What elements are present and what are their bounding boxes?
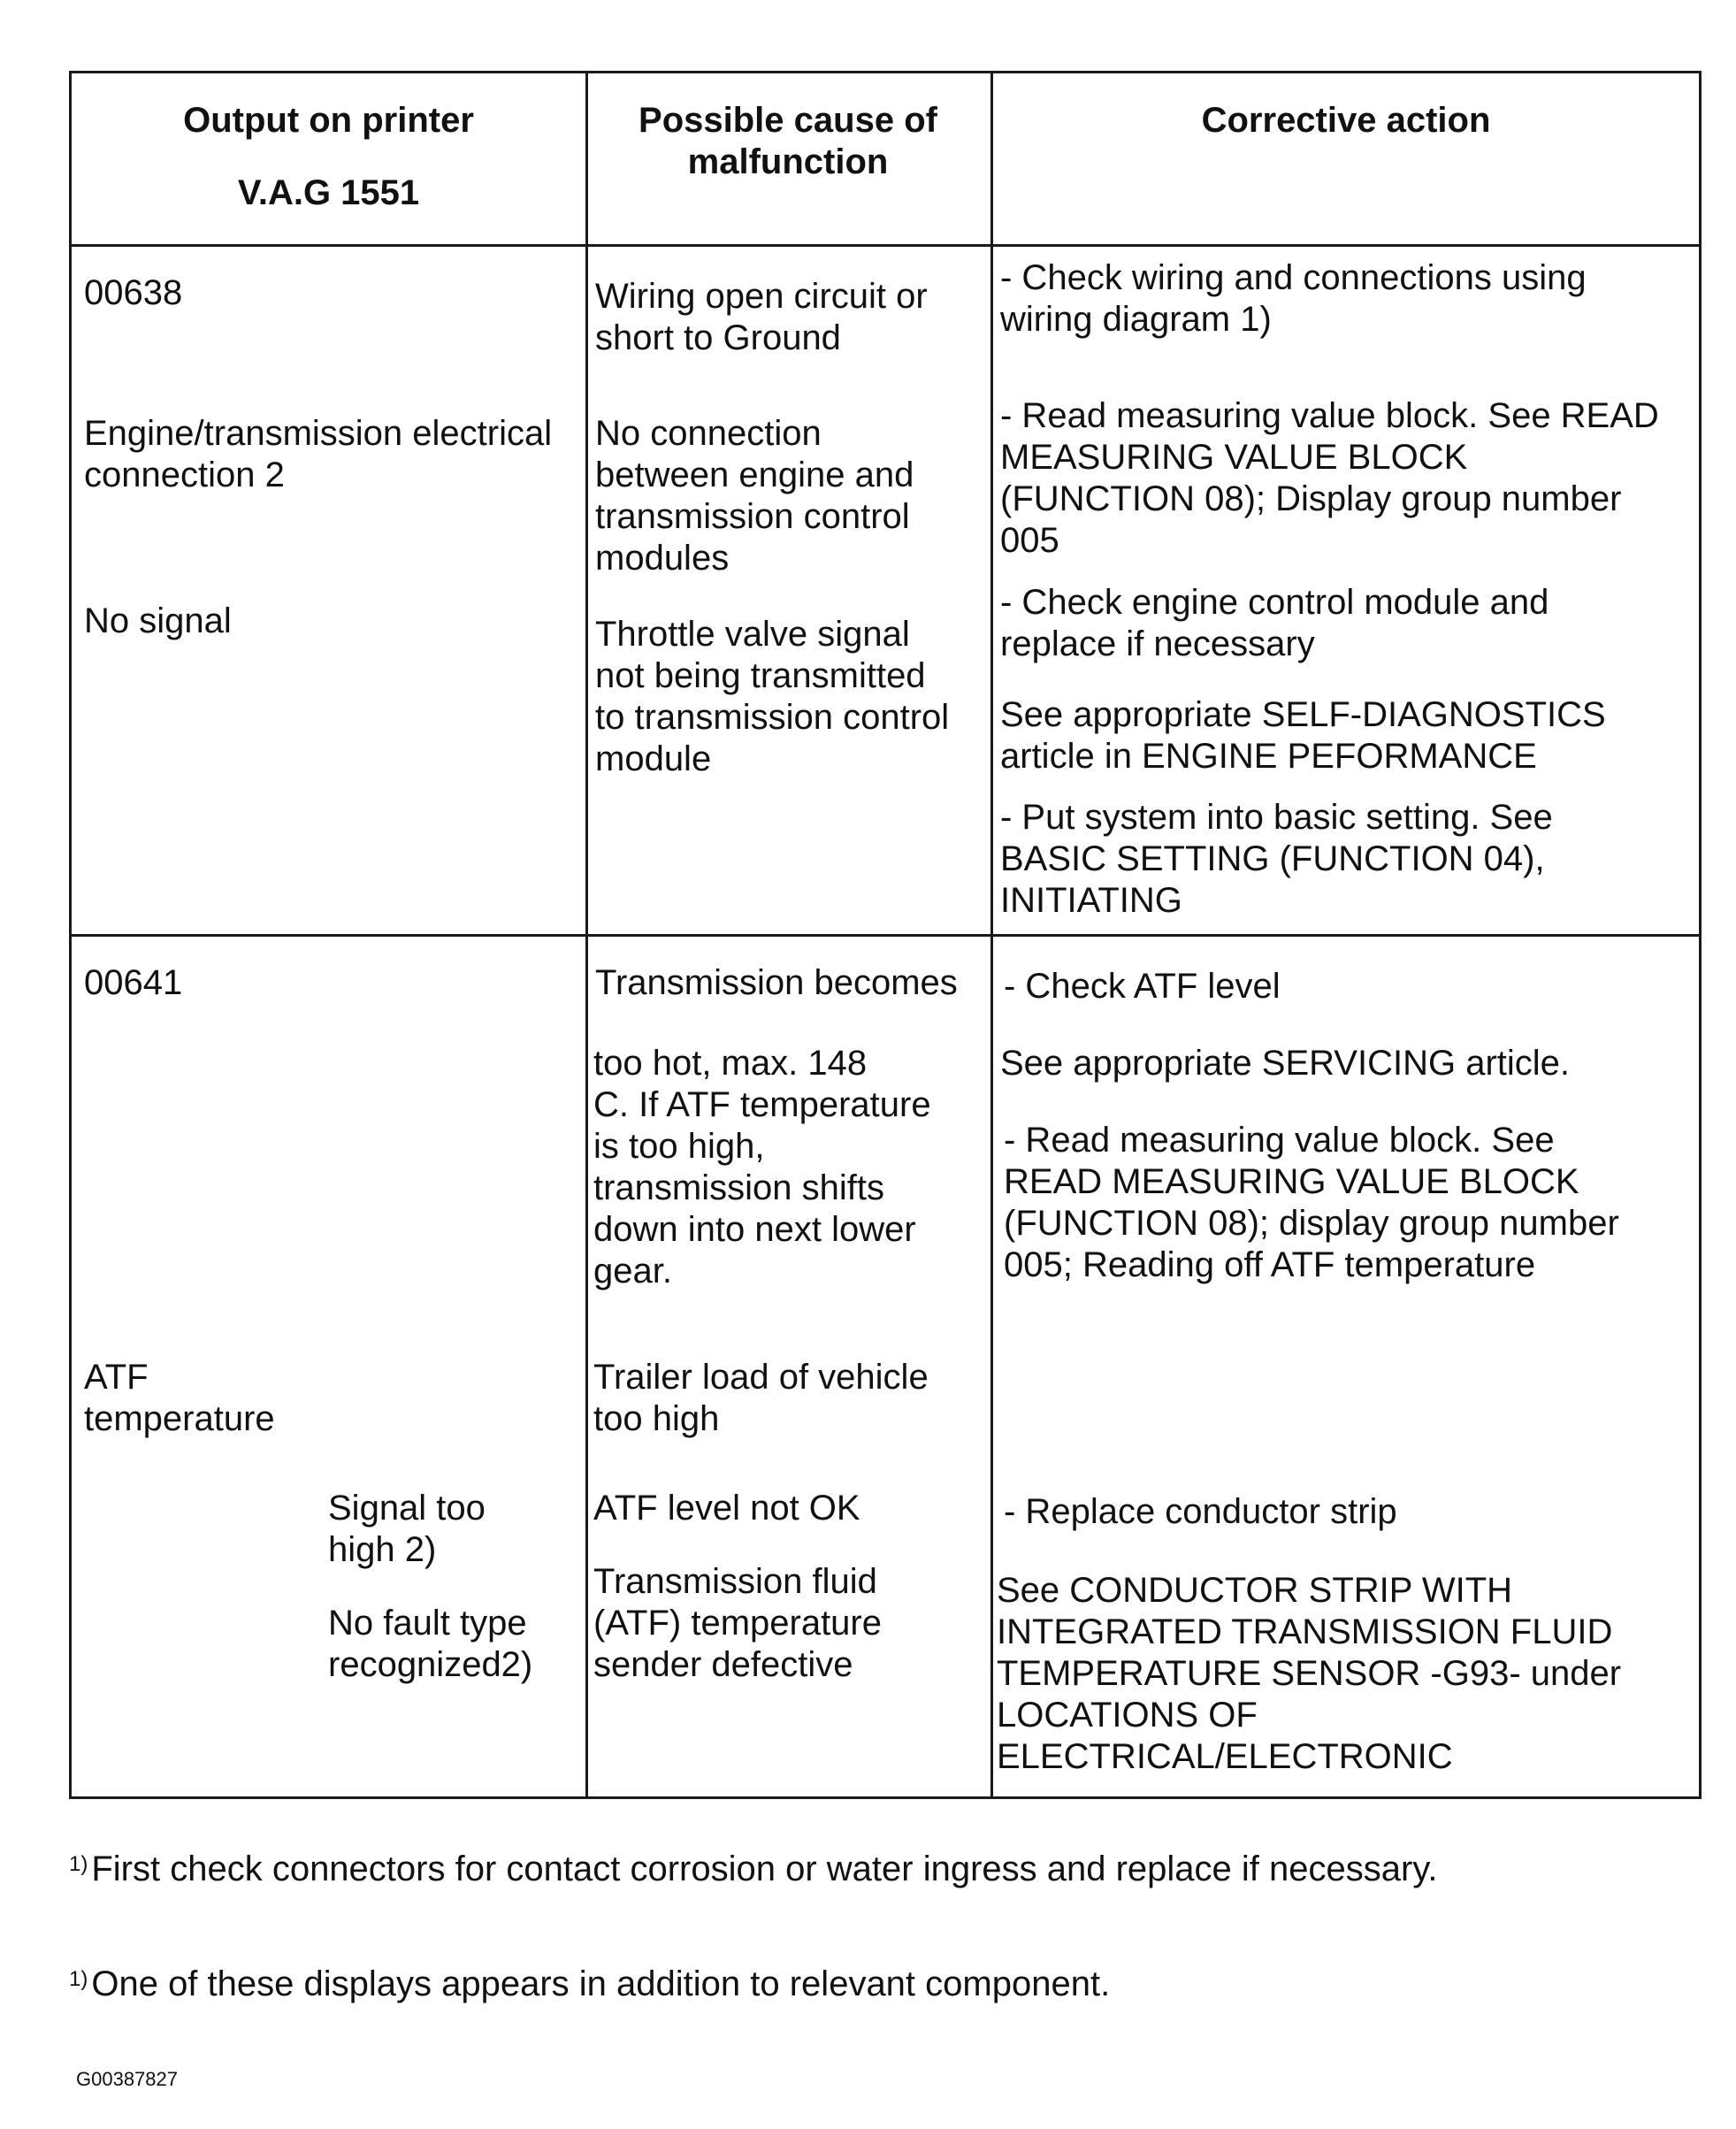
header-device-name: V.A.G 1551: [237, 173, 420, 212]
possible-cause: too hot, max. 148 C. If ATF temperature is too high, transmission shifts down into next lower gear.: [593, 1044, 931, 1290]
fault-description: Engine/transmission electrical connection 2: [84, 414, 553, 494]
header-output-on-printer: Output on printer: [183, 101, 474, 140]
fault-code: 00641: [84, 963, 183, 1002]
fault-code: 00638: [84, 273, 183, 312]
possible-cause: Throttle valve signal not being transmitted to transmission control module: [595, 615, 950, 778]
diagnostic-table: [69, 71, 1702, 1799]
corrective-action: See appropriate SELF-DIAGNOSTICS article in ENGINE PEFORMANCE: [1000, 695, 1606, 776]
corrective-action: - Replace conductor strip: [1004, 1492, 1397, 1531]
header-divider: [72, 244, 1699, 247]
footnote: [69, 1849, 1437, 1890]
corrective-action: See appropriate SERVICING article.: [1000, 1044, 1571, 1083]
corrective-action: - Put system into basic setting. See BASIC SETTING (FUNCTION 04), INITIATING: [1000, 798, 1553, 920]
footnote: [69, 1964, 1110, 2005]
possible-cause: ATF level not OK: [593, 1489, 860, 1528]
header-possible-cause: Possible cause of malfunction: [639, 101, 937, 181]
possible-cause: Wiring open circuit or short to Ground: [595, 277, 928, 357]
corrective-action: - Read measuring value block. See READ MEASURING VALUE BLOCK (FUNCTION 08); Display group number 005: [1000, 396, 1659, 560]
corrective-action: - Check ATF level: [1004, 967, 1281, 1006]
footnote-mark: 1): [69, 1852, 88, 1876]
header-corrective-action: Corrective action: [1201, 101, 1491, 140]
figure-code: G00387827: [76, 2068, 178, 2090]
possible-cause: Trailer load of vehicle too high: [593, 1358, 929, 1438]
corrective-action: See CONDUCTOR STRIP WITH INTEGRATED TRANSMISSION FLUID TEMPERATURE SENSOR -G93- under LOCATIONS OF ELECTRICAL/ELECTRONIC: [997, 1571, 1622, 1776]
possible-cause: Transmission fluid (ATF) temperature sender defective: [593, 1562, 882, 1684]
corrective-action: - Read measuring value block. See READ MEASURING VALUE BLOCK (FUNCTION 08); display group number 005; Reading off ATF temperature: [1004, 1121, 1619, 1284]
footnote-text: One of these displays appears in addition to relevant component.: [91, 1964, 1111, 2003]
fault-type: No fault type recognized2): [328, 1604, 533, 1684]
possible-cause: Transmission becomes: [595, 963, 958, 1002]
fault-description: ATF temperature: [84, 1358, 275, 1438]
footnote-mark: 1): [69, 1967, 88, 1991]
row-divider: [72, 934, 1699, 937]
fault-type: Signal too high 2): [328, 1489, 486, 1569]
corrective-action: - Check wiring and connections using wiring diagram 1): [1000, 258, 1587, 339]
footnote-text: First check connectors for contact corrosion or water ingress and replace if necessary.: [91, 1849, 1438, 1888]
possible-cause: No connection between engine and transmission control modules: [595, 414, 914, 578]
fault-type: No signal: [84, 601, 232, 640]
corrective-action: - Check engine control module and replace if necessary: [1000, 583, 1549, 663]
